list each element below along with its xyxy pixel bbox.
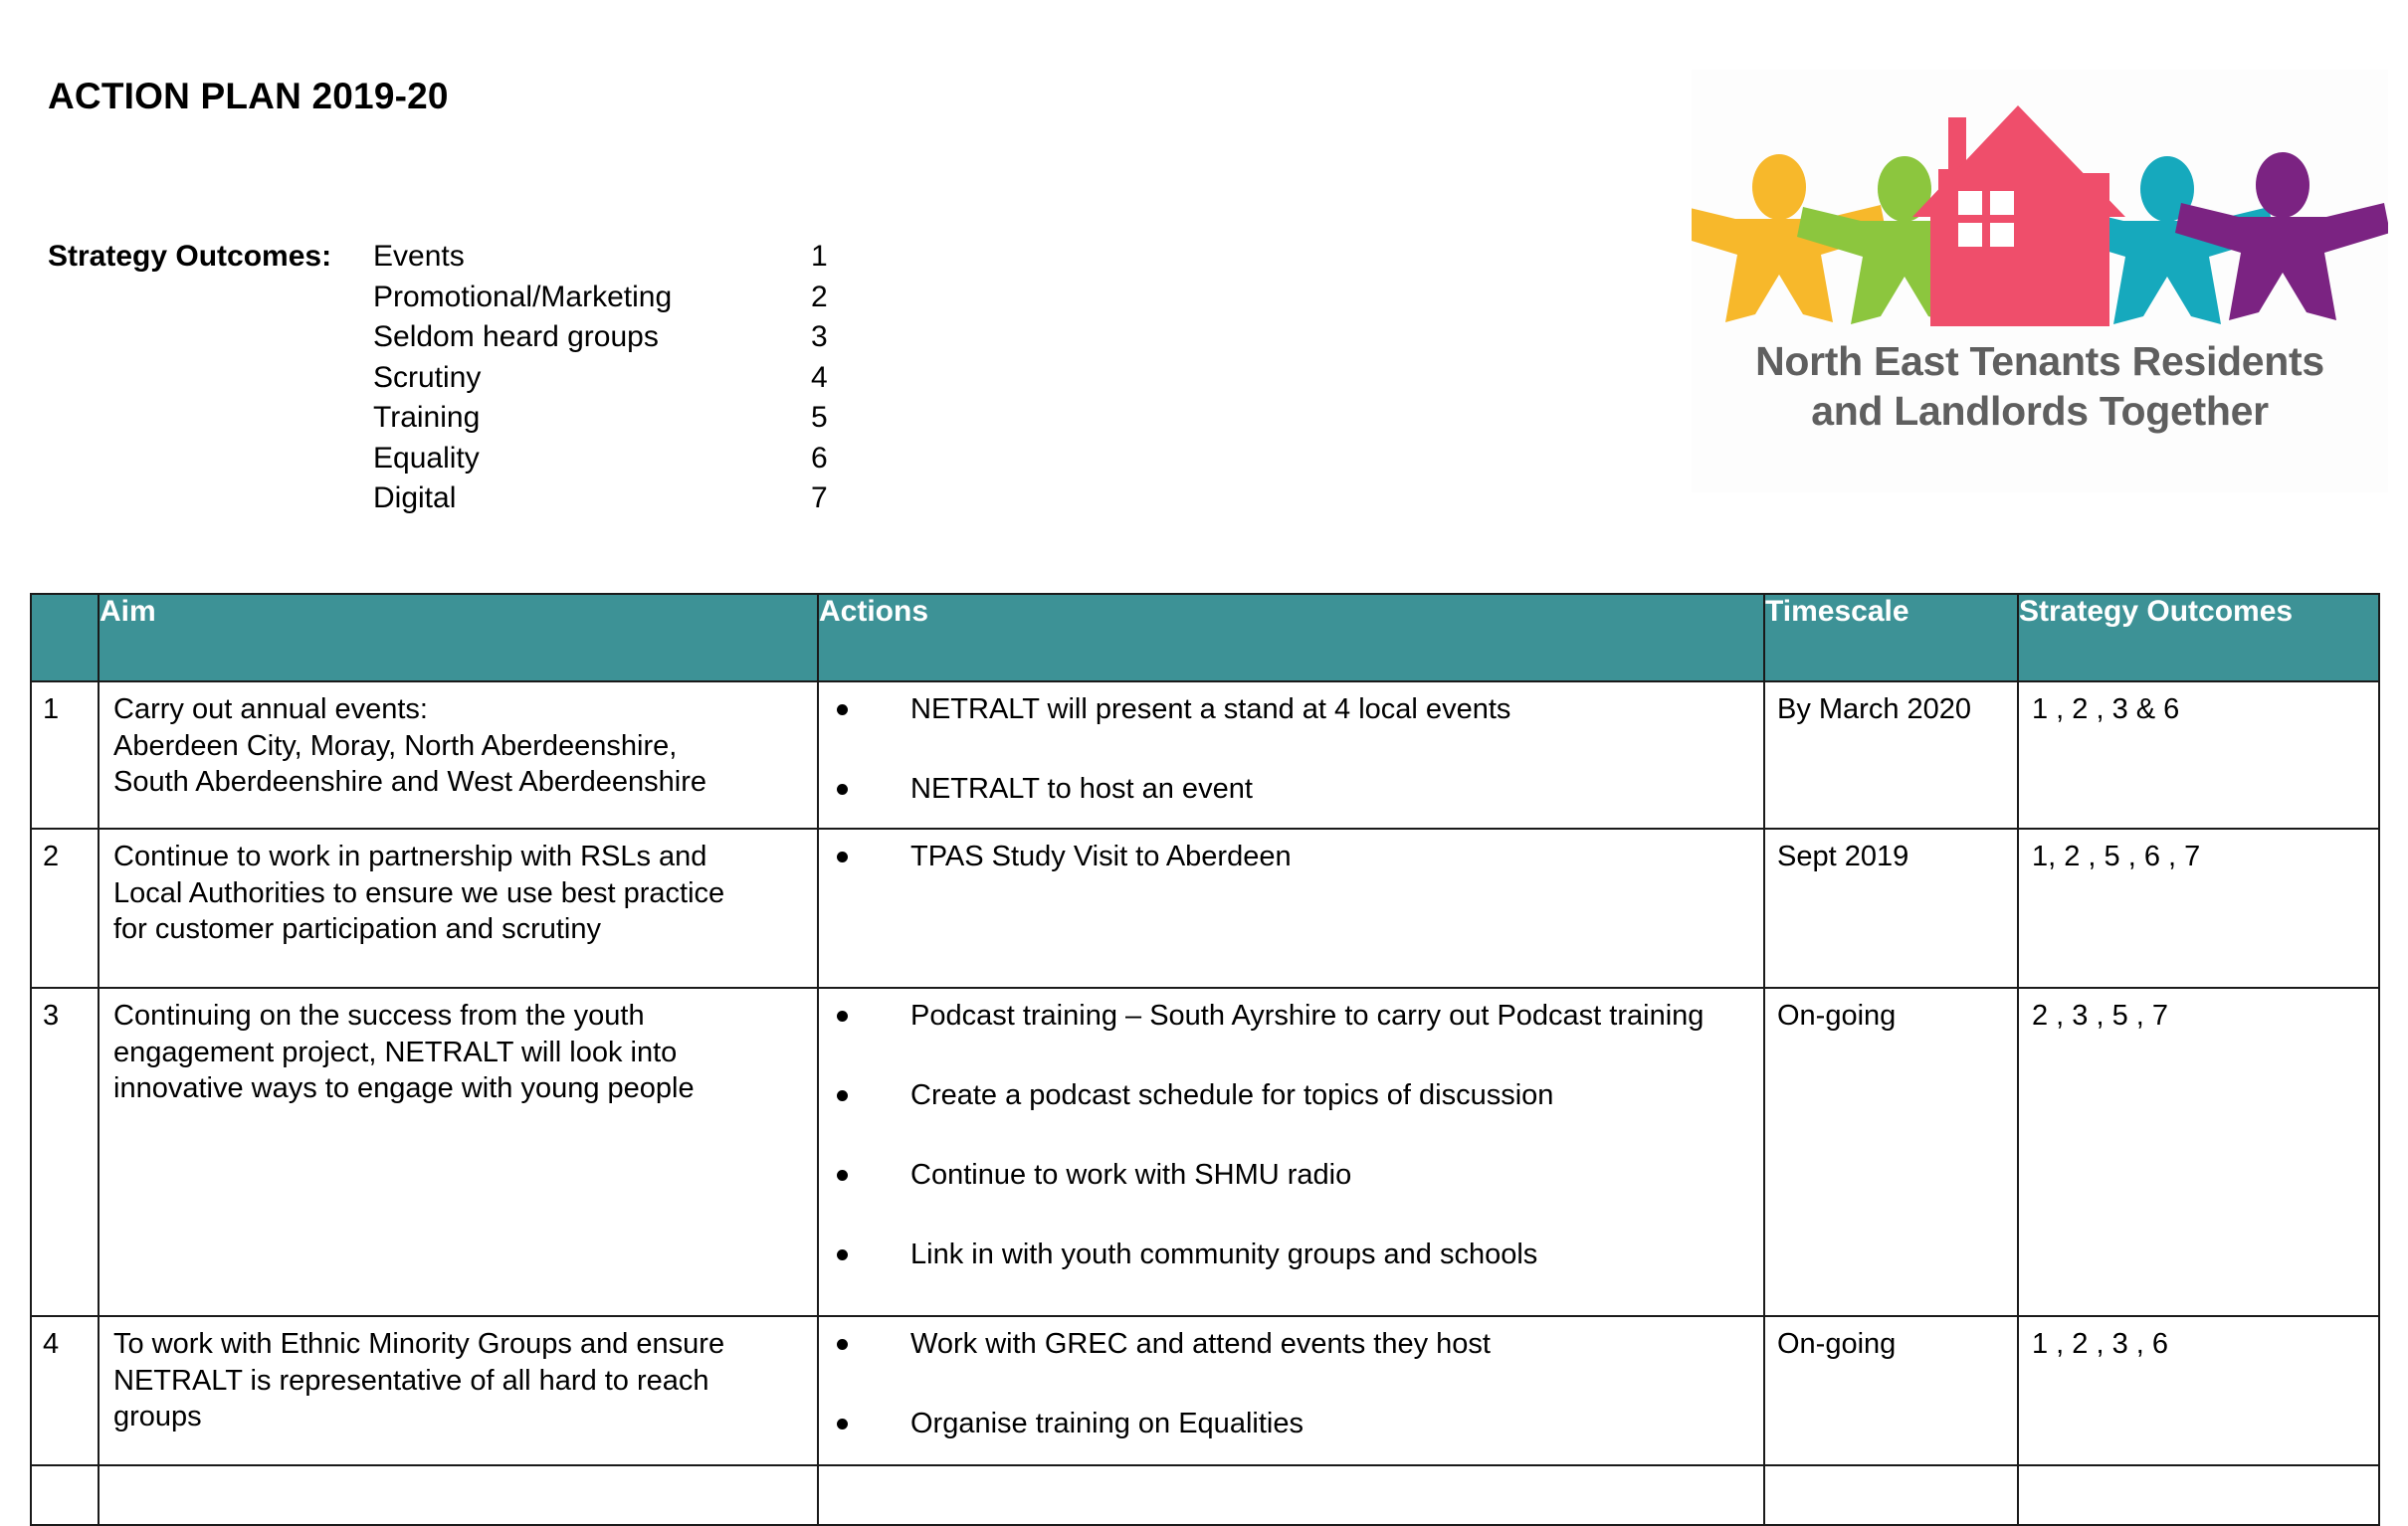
aim-line: Local Authorities to ensure we use best practice bbox=[113, 876, 725, 909]
aim-line: NETRALT is representative of all hard to reach bbox=[113, 1364, 709, 1397]
outcome-name: Promotional/Marketing bbox=[373, 280, 673, 313]
row-actions bbox=[818, 1465, 1764, 1525]
table-row bbox=[31, 681, 2379, 829]
list-item bbox=[819, 1077, 1753, 1113]
table-row bbox=[31, 829, 2379, 988]
outcome-number: 3 bbox=[811, 320, 828, 353]
outcome-name: Scrutiny bbox=[373, 360, 482, 394]
column-header-number bbox=[31, 594, 99, 681]
bullet-icon bbox=[837, 852, 848, 862]
row-aim bbox=[99, 988, 818, 1316]
action-text: TPAS Study Visit to Aberdeen bbox=[910, 841, 1292, 872]
bullet-icon bbox=[837, 1170, 848, 1181]
house-icon bbox=[1912, 105, 2125, 326]
action-text: Podcast training – South Ayrshire to carry out Podcast training bbox=[910, 1000, 1705, 1032]
logo-line-2: and Landlords Together bbox=[1811, 388, 2269, 434]
aim-line: groups bbox=[113, 1401, 202, 1432]
outcome-name: Digital bbox=[373, 481, 457, 514]
row-timescale: By March 2020 bbox=[1764, 681, 2018, 829]
list-item bbox=[819, 1406, 1753, 1441]
action-text: Create a podcast schedule for topics of discussion bbox=[910, 1079, 1554, 1111]
column-header-timescale: Timescale bbox=[1764, 594, 2018, 681]
action-text: Organise training on Equalities bbox=[910, 1408, 1304, 1439]
list-item bbox=[819, 1237, 1753, 1272]
page-title: ACTION PLAN 2019-20 bbox=[48, 76, 449, 116]
list-item bbox=[819, 1326, 1753, 1362]
row-number: 2 bbox=[31, 829, 99, 988]
aim-line: Carry out annual events: bbox=[113, 693, 428, 725]
list-item bbox=[373, 439, 851, 479]
action-text: Link in with youth community groups and schools bbox=[910, 1239, 1538, 1270]
action-text: Continue to work with SHMU radio bbox=[910, 1159, 1352, 1191]
row-actions bbox=[818, 829, 1764, 988]
list-item bbox=[819, 839, 1753, 874]
row-aim bbox=[99, 1316, 818, 1465]
bullet-icon bbox=[837, 1011, 848, 1022]
bullet-icon bbox=[837, 704, 848, 715]
netralt-logo bbox=[1692, 70, 2388, 492]
bullet-icon bbox=[837, 1339, 848, 1350]
aim-line: Aberdeen City, Moray, North Aberdeenshire, bbox=[113, 729, 678, 762]
list-item bbox=[373, 358, 851, 399]
aim-line: South Aberdeenshire and West Aberdeenshire bbox=[113, 766, 706, 798]
row-outcomes: 1 , 2 , 3 , 6 bbox=[2018, 1316, 2379, 1465]
outcome-name: Seldom heard groups bbox=[373, 320, 659, 353]
action-text: NETRALT will present a stand at 4 local events bbox=[910, 693, 1511, 725]
row-number bbox=[31, 1465, 99, 1525]
outcome-number: 5 bbox=[811, 401, 828, 434]
row-outcomes: 1 , 2 , 3 & 6 bbox=[2018, 681, 2379, 829]
row-timescale: On-going bbox=[1764, 1316, 2018, 1465]
column-header-actions: Actions bbox=[818, 594, 1764, 681]
strategy-outcomes-key-label: Strategy Outcomes: bbox=[48, 240, 332, 273]
table-row-clipped bbox=[31, 1465, 2379, 1525]
list-item bbox=[819, 1157, 1753, 1193]
list-item bbox=[373, 278, 851, 318]
row-outcomes: 2 , 3 , 5 , 7 bbox=[2018, 988, 2379, 1316]
row-number: 4 bbox=[31, 1316, 99, 1465]
list-item bbox=[373, 398, 851, 439]
aim-line: for customer participation and scrutiny bbox=[113, 913, 601, 945]
row-timescale bbox=[1764, 1465, 2018, 1525]
aim-line: To work with Ethnic Minority Groups and ensure bbox=[113, 1328, 725, 1360]
outcome-number: 4 bbox=[811, 360, 828, 394]
row-actions bbox=[818, 1316, 1764, 1465]
bullet-icon bbox=[837, 1090, 848, 1101]
aim-line: engagement project, NETRALT will look into bbox=[113, 1036, 678, 1068]
row-actions bbox=[818, 681, 1764, 829]
strategy-outcomes-list bbox=[373, 237, 851, 519]
row-timescale: On-going bbox=[1764, 988, 2018, 1316]
table-header-row bbox=[31, 594, 2379, 681]
actions-list bbox=[819, 1326, 1753, 1441]
outcome-number: 1 bbox=[811, 240, 828, 273]
action-plan-table bbox=[30, 593, 2380, 1526]
outcome-name: Equality bbox=[373, 441, 480, 475]
table-row bbox=[31, 1316, 2379, 1465]
row-number: 1 bbox=[31, 681, 99, 829]
logo-artwork-icon bbox=[1692, 70, 2388, 358]
list-item bbox=[373, 478, 851, 519]
action-text: Work with GREC and attend events they host bbox=[910, 1328, 1491, 1360]
outcome-name: Training bbox=[373, 401, 481, 434]
column-header-outcomes: Strategy Outcomes bbox=[2018, 594, 2379, 681]
outcome-name: Events bbox=[373, 240, 465, 273]
logo-line-1: North East Tenants Residents bbox=[1755, 338, 2324, 384]
aim-line: Continuing on the success from the youth bbox=[113, 1000, 645, 1032]
row-timescale: Sept 2019 bbox=[1764, 829, 2018, 988]
bullet-icon bbox=[837, 1249, 848, 1260]
row-outcomes bbox=[2018, 1465, 2379, 1525]
actions-list bbox=[819, 998, 1753, 1272]
row-aim bbox=[99, 829, 818, 988]
actions-list bbox=[819, 839, 1753, 874]
outcome-number: 7 bbox=[811, 481, 828, 514]
bullet-icon bbox=[837, 784, 848, 795]
table-row bbox=[31, 988, 2379, 1316]
row-number: 3 bbox=[31, 988, 99, 1316]
row-outcomes: 1, 2 , 5 , 6 , 7 bbox=[2018, 829, 2379, 988]
logo-wordmark bbox=[1692, 336, 2388, 436]
action-text: NETRALT to host an event bbox=[910, 773, 1253, 805]
list-item bbox=[373, 317, 851, 358]
bullet-icon bbox=[837, 1419, 848, 1430]
column-header-aim: Aim bbox=[99, 594, 818, 681]
aim-line: Continue to work in partnership with RSLs and bbox=[113, 841, 707, 872]
row-aim bbox=[99, 681, 818, 829]
list-item bbox=[373, 237, 851, 278]
row-aim bbox=[99, 1465, 818, 1525]
outcome-number: 2 bbox=[811, 280, 828, 313]
list-item bbox=[819, 998, 1753, 1034]
outcome-number: 6 bbox=[811, 441, 828, 475]
aim-line: innovative ways to engage with young people bbox=[113, 1072, 695, 1104]
actions-list bbox=[819, 691, 1753, 807]
row-actions bbox=[818, 988, 1764, 1316]
strategy-outcomes-key bbox=[48, 237, 851, 519]
list-item bbox=[819, 691, 1753, 727]
list-item bbox=[819, 771, 1753, 807]
